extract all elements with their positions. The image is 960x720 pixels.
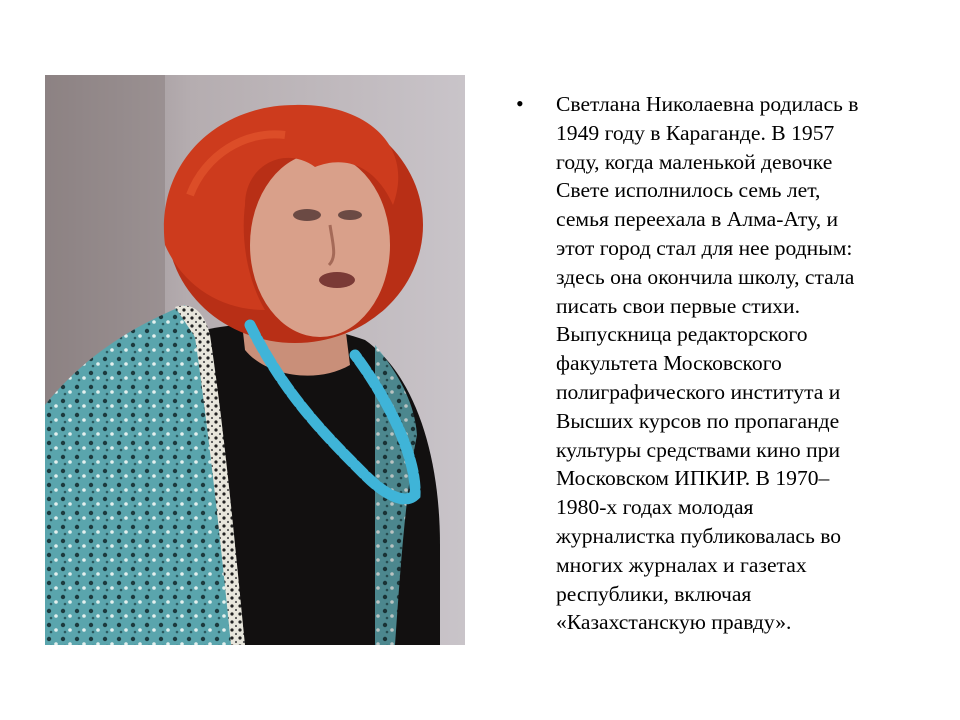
text-line: писать свои первые стихи. [556,293,801,318]
text-line: Светлана Николаевна родилась в [556,92,859,116]
bullet-marker: • [516,91,524,116]
text-line: факультета Московского [556,351,782,376]
text-line: этот город стал для нее родным: [556,235,853,260]
text-line: полиграфического института и [556,379,841,404]
text-line: здесь она окончила школу, стала [556,264,855,289]
text-line: семья переехала в Алма-Ату, и [556,207,839,232]
biography-paragraph [556,90,900,637]
text-line: республики, включая [556,581,752,606]
text-line: «Казахстанскую правду». [556,610,792,635]
bullet-text-block [516,90,916,637]
text-line: Высших курсов по пропаганде [556,408,840,433]
text-line: Свете исполнилось семь лет, [556,178,821,203]
text-line: многих журналах и газетах [556,552,807,577]
text-line: культуры средствами кино при [556,437,840,462]
text-line: Московском ИПКИР. В 1970– [556,466,830,491]
portrait-photo [45,75,465,645]
text-line: Выпускница редакторского [556,322,808,347]
text-line: журналистка публиковалась во [556,523,842,548]
text-line: году, когда маленькой девочке [556,149,833,174]
text-line: 1949 году в Караганде. В 1957 [556,120,835,145]
text-line: 1980-х годах молодая [556,495,754,520]
